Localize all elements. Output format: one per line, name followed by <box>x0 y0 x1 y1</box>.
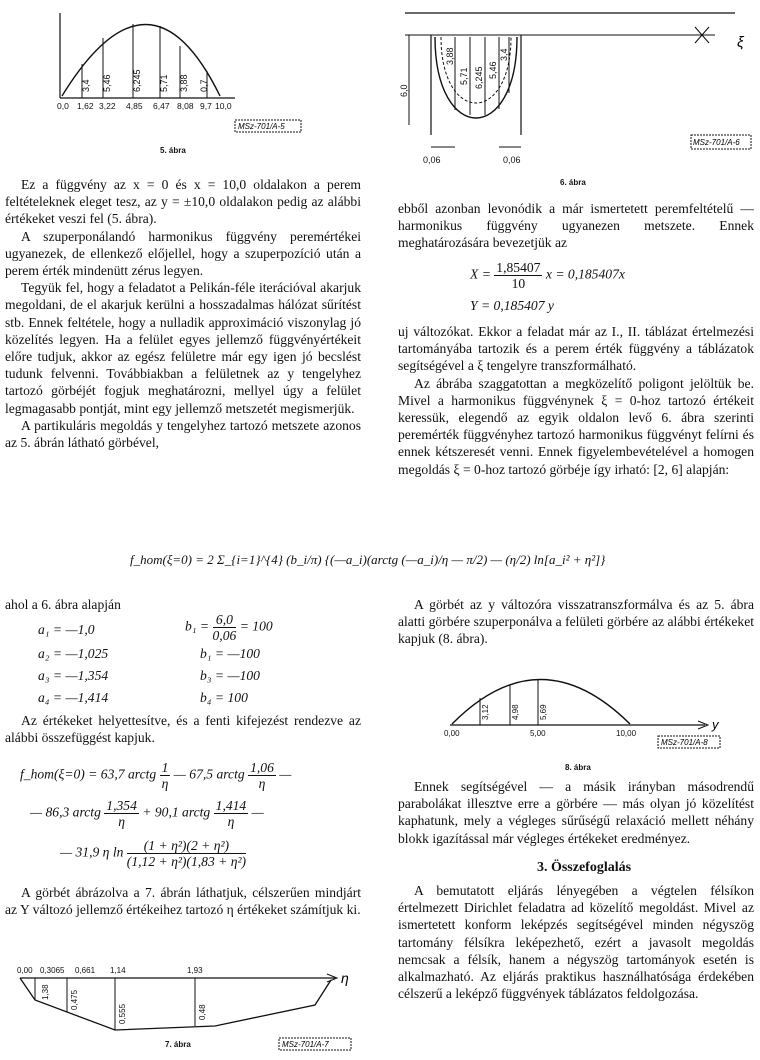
equation-line-1: f_hom(ξ=0) = 63,7 arctg $\frac{1}{\eta}$ — 67,5 arctg $\frac{1,06}{\eta}$ — <box>20 760 292 791</box>
paragraph: A bemutatott eljárás lényegében a végtelen félsíkon értelmezett Dirichlet feladatra ad közelítő megoldást. Mivel az ismertetett konform leképzés segítségével minden négyszög tartomány félsíkra leképezhető, ezért a javasolt megoldás nemcsak a félsík, hanem a négyszög tartományok esetén is alkalmazható. Az eljárás praktikus használhatósága érdekében célszerű a leképző függvények táblázatos feldolgozása. <box>398 883 754 1002</box>
left-column-p6 <box>5 712 361 746</box>
paragraph: ebből azonban levonódik a már ismertetett peremfeltételű — harmonikus függvény ugyanezen metszete. Ennek meghatározására bevezetjük az <box>398 201 754 251</box>
fig7-xtick: 1,93 <box>187 966 203 975</box>
fig5-value: 5,71 <box>159 74 169 92</box>
fig5-value: 0,7 <box>199 79 209 92</box>
fig5-value: 5,46 <box>102 74 112 92</box>
fig5-xtick: 8,08 <box>177 101 194 111</box>
fig6-dim-left: 0,06 <box>423 155 441 165</box>
paragraph: ahol a 6. ábra alapján <box>5 597 121 612</box>
fig6-value: 3,4 <box>499 48 509 61</box>
fig6-value: 5,46 <box>488 61 498 79</box>
b1-value: b₁ = $\frac{6,0}{0,06}$ = 100 <box>185 612 273 643</box>
paragraph: A partikuláris megoldás y tengelyhez tartozó metszete azonos az 5. ábrán látható görbével, <box>5 417 361 451</box>
fig6-value: 3,88 <box>445 47 455 65</box>
figure-5 <box>55 8 315 138</box>
fig5-xtick: 10,0 <box>215 101 232 111</box>
fig5-stamp: MSz-701/A-5 <box>238 122 285 131</box>
fig5-value: 3,88 <box>179 74 189 92</box>
eq-lhs: X = <box>470 266 491 282</box>
left-column-top <box>5 176 361 451</box>
fig6-value: 5,71 <box>459 67 469 85</box>
paragraph: Ez a függvény az x = 0 és x = 10,0 oldalakon a perem feltételeknek eleget tesz, az y = ±10,0 oldalakon pedig az alábbi értékeket veszi fel (5. ábra). <box>5 177 361 227</box>
fig8-xtick: 0,00 <box>444 729 460 738</box>
b-value: b₄ = 100 <box>200 690 248 705</box>
fig8-xtick: 10,00 <box>616 729 637 738</box>
right-column-p4 <box>398 596 754 648</box>
fig5-value: 3,4 <box>81 79 91 92</box>
fig7-value: 0,475 <box>70 989 79 1010</box>
fig5-xtick: 3,22 <box>99 101 116 111</box>
a-value: a₁ = —1,0 <box>38 622 95 637</box>
paragraph: Ennek segítségével — a másik irányban másodrendű parabolákat illesztve erre a görbére — más olyan jó közelítést kaphatunk, mely a végleges sűrűségű relaxáció mellett néhány blokk igazítással már végleges értékeket eredményez. <box>398 779 754 846</box>
equation-line-3: — 31,9 η ln $\frac{\text{(1 + η²)(2 + η²)}}{\text{(1,12 + η²)(1,83 + η²)}}$ <box>60 838 247 869</box>
fig5-xtick: 4,85 <box>126 101 143 111</box>
fig7-xtick: 0,00 <box>17 966 33 975</box>
fig7-eta-label: η <box>341 970 349 986</box>
right-column-bottom <box>398 778 754 1002</box>
right-column-top <box>398 200 754 252</box>
a-value: a₃ = —1,354 <box>38 668 109 683</box>
fig5-xtick: 6,47 <box>153 101 170 111</box>
equation-X <box>470 260 625 291</box>
fig5-xtick: 1,62 <box>77 101 94 111</box>
figure-8 <box>440 660 740 765</box>
fig6-dim-right: 0,06 <box>503 155 521 165</box>
equation-Y: Y = 0,185407 y <box>470 298 554 313</box>
left-column-p7 <box>5 884 361 918</box>
eq-rhs: x = 0,185407x <box>545 266 625 282</box>
fig7-caption: 7. ábra <box>165 1040 191 1049</box>
fig8-value: 5,69 <box>539 704 548 720</box>
paragraph: uj változókat. Ekkor a feladat már az I., II. táblázat értelmezési tartományába tartozik és a perem érték függvény a táblázatok segítségével a ξ tengelyre transzformálható. <box>398 324 754 374</box>
b-value: b₃ = —100 <box>200 668 260 683</box>
fig7-xtick: 1,14 <box>110 966 126 975</box>
figure-6 <box>395 5 755 170</box>
a-value: a₂ = —1,025 <box>38 646 109 661</box>
fig7-value: 1,38 <box>41 984 50 1000</box>
fig5-xtick: 0,0 <box>57 101 69 111</box>
fig6-caption: 6. ábra <box>560 178 586 187</box>
left-column-mid <box>5 596 361 613</box>
homogeneous-equation: f_hom(ξ=0) = 2 Σ_{i=1}^{4} (b_i/π) {(—a_i)(arctg (—a_i)/η — π/2) — (η/2) ln[a_i² + η²]} <box>130 552 606 567</box>
fig6-stamp: MSz-701/A-6 <box>693 138 740 147</box>
fig7-xtick: 0,3065 <box>40 966 65 975</box>
fig8-y-label: y <box>712 717 719 732</box>
eq-fraction: $\frac{1,85407}{10}$ <box>496 260 541 291</box>
fig8-value: 4,98 <box>511 704 520 720</box>
fig8-stamp: MSz-701/A-8 <box>661 738 708 747</box>
paragraph: A szuperponálandó harmonikus függvény peremértékei ugyanezek, de ellenkező előjellel, hogy a szuperpozíció után a perem érték mindenütt zérus legyen. <box>5 228 361 279</box>
fig5-caption: 5. ábra <box>160 146 186 155</box>
fig8-xtick: 5,00 <box>530 729 546 738</box>
fig6-xi-label: ξ <box>737 34 744 51</box>
paragraph: Az ábrába szaggatottan a megközelítő poligont jelöltük be. Mivel a harmonikus függvénynek ξ = 0-hoz tartozó értékeit keressük, elegendő az egyik oldalon levő 6. ábra szerinti peremérték függvényhez tartozó harmonikus függvényt felírni és ennek kétszeresét venni. Ennek figyelembevételével a homogen megoldás ξ = 0-hoz tartozó görbéje így irható: [2, 6] alapján: <box>398 375 754 477</box>
b-value: b₁ = —100 <box>200 646 260 661</box>
paragraph: Az értékeket helyettesítve, és a fenti kifejezést rendezve az alábbi összefüggést kapjuk. <box>5 713 361 746</box>
fig5-value: 6,245 <box>132 69 142 92</box>
paragraph: A görbét ábrázolva a 7. ábrán láthatjuk, célszerűen mindjárt az Y változó jellemző értékeihez tartozó η értékeket számítjuk ki. <box>5 885 361 918</box>
equation-line-2: — 86,3 arctg $\frac{1,354}{\eta}$ + 90,1 arctg $\frac{1,414}{\eta}$ — <box>30 798 264 829</box>
a-value: a₄ = —1,414 <box>38 690 109 705</box>
fig8-value: 3,12 <box>481 704 490 720</box>
fig7-stamp: MSz-701/A-7 <box>282 1040 329 1049</box>
paragraph: A görbét az y változóra visszatranszformálva és az 5. ábra alatti görbére szuperponálva a felületi görbére az alábbi értékeket kapjuk (8. ábra). <box>398 597 754 647</box>
section-heading: 3. Összefoglalás <box>536 859 632 875</box>
right-column-mid <box>398 323 754 478</box>
paragraph: Tegyük fel, hogy a feladatot a Pelikán-féle iterációval akarjuk megoldani, de el akarjuk kerülni a hosszadalmas hálózat sűrítést stb. Ennek feltétele, hogy a nulladik approximáció viszonylag jó közelítés legyen. Ha a felület egyes jellemző függvényértékeit előre tudjuk, akkor az egész felületre már egy igen jó becslést tudunk felvenni. Továbbiakban a felületnek az y tengelyhez tartozó görbéjét fogjuk meghatározni, mellyel úgy a felület legmagasabb pontját, mint egy jellemző metszetét megismerjük. <box>5 280 361 416</box>
fig6-value: 6,245 <box>474 66 484 89</box>
fig8-caption: 8. ábra <box>565 763 591 772</box>
fig7-value: 0,48 <box>198 1004 207 1020</box>
fig6-height: 6,0 <box>399 84 409 97</box>
fig7-value: 0,555 <box>118 1003 127 1024</box>
fig5-xtick: 9,7 <box>200 101 212 111</box>
fig7-xtick: 0,661 <box>75 966 96 975</box>
